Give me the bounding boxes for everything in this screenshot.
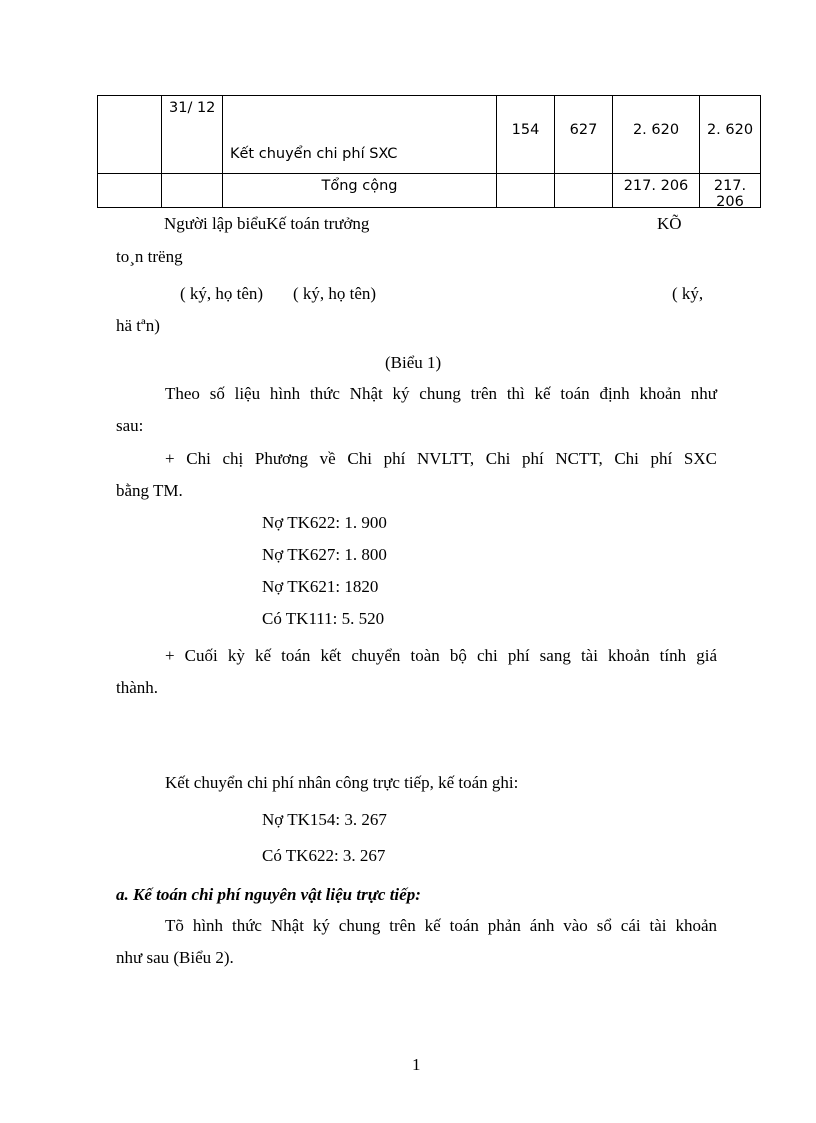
credit-total-cell xyxy=(700,174,761,208)
table-cell xyxy=(98,96,162,174)
credit-total-text: 217. 206 xyxy=(713,178,747,210)
description-text: Kết chuyển chi phí SXC xyxy=(230,146,398,162)
paragraph-5-line-1: Tõ hình thức Nhật ký chung trên kế toán phản ánh vào sổ cái tài khoản xyxy=(165,916,717,935)
paragraph-5-line-2: như sau (Biểu 2). xyxy=(116,948,234,967)
table-cell xyxy=(162,174,223,208)
entry-line: Có TK622: 3. 267 xyxy=(262,846,386,865)
paragraph-3-line-2: thành. xyxy=(116,678,159,697)
sign-note-1: ( ký, họ tên) xyxy=(180,284,264,303)
paragraph-1-line-1: Theo số liệu hình thức Nhật ký chung trên thì kế toán định khoản như xyxy=(165,384,717,403)
paragraph-2-line-1: + Chi chị Phương về Chi phí NVLTT, Chi phí NCTT, Chi phí SXC xyxy=(165,449,717,468)
paragraph-2-line-2: bằng TM. xyxy=(116,481,183,500)
entry-line: Nợ TK627: 1. 800 xyxy=(262,545,387,564)
credit-amount-text: 2. 620 xyxy=(706,122,754,138)
director-label-part1: KÕ xyxy=(657,214,682,233)
table-cell xyxy=(98,174,162,208)
entry-line: Có TK111: 5. 520 xyxy=(262,609,385,628)
table-cell xyxy=(555,174,613,208)
debit-total-text: 217. 206 xyxy=(623,178,689,194)
caption: (Biểu 1) xyxy=(385,353,442,372)
section-heading: a. Kế toán chi phí nguyên vật liệu trực tiếp: xyxy=(116,885,421,904)
table-cell xyxy=(497,174,555,208)
credit-account-cell xyxy=(555,96,613,174)
paragraph-4: Kết chuyển chi phí nhân công trực tiếp, kế toán ghi: xyxy=(165,773,519,792)
table-row-total xyxy=(98,174,761,208)
debit-total-cell xyxy=(613,174,700,208)
debit-account-text: 154 xyxy=(511,122,540,138)
entry-line: Nợ TK154: 3. 267 xyxy=(262,810,387,829)
credit-account-text: 627 xyxy=(569,122,598,138)
date-cell xyxy=(162,96,223,174)
total-label: Tổng cộng xyxy=(321,178,398,194)
date-text: 31/ 12 xyxy=(169,100,216,116)
sign-note-3-part2: hä tªn) xyxy=(116,316,160,335)
paragraph-3-line-1: + Cuối kỳ kế toán kết chuyển toàn bộ chi phí sang tài khoản tính giá xyxy=(165,646,717,665)
chief-accountant-text: Kế toán trưởng xyxy=(266,214,370,233)
debit-amount-cell xyxy=(613,96,700,174)
debit-amount-text: 2. 620 xyxy=(632,122,680,138)
preparer-text: Người lập biểu xyxy=(164,214,267,233)
entry-line: Nợ TK622: 1. 900 xyxy=(262,513,387,532)
total-label-cell xyxy=(223,174,497,208)
director-label-part2: to¸n trëng xyxy=(116,247,183,266)
paragraph-1-line-2: sau: xyxy=(116,416,144,435)
entry-line: Nợ TK621: 1820 xyxy=(262,577,379,596)
description-cell xyxy=(223,96,497,174)
table-row xyxy=(98,96,761,174)
sign-note-3-part1: ( ký, xyxy=(672,284,704,303)
page-number: 1 xyxy=(412,1055,421,1074)
credit-amount-cell xyxy=(700,96,761,174)
preparer-label xyxy=(164,214,369,234)
sign-note-2: ( ký, họ tên) xyxy=(293,284,377,303)
ledger-table xyxy=(97,95,761,208)
debit-account-cell xyxy=(497,96,555,174)
